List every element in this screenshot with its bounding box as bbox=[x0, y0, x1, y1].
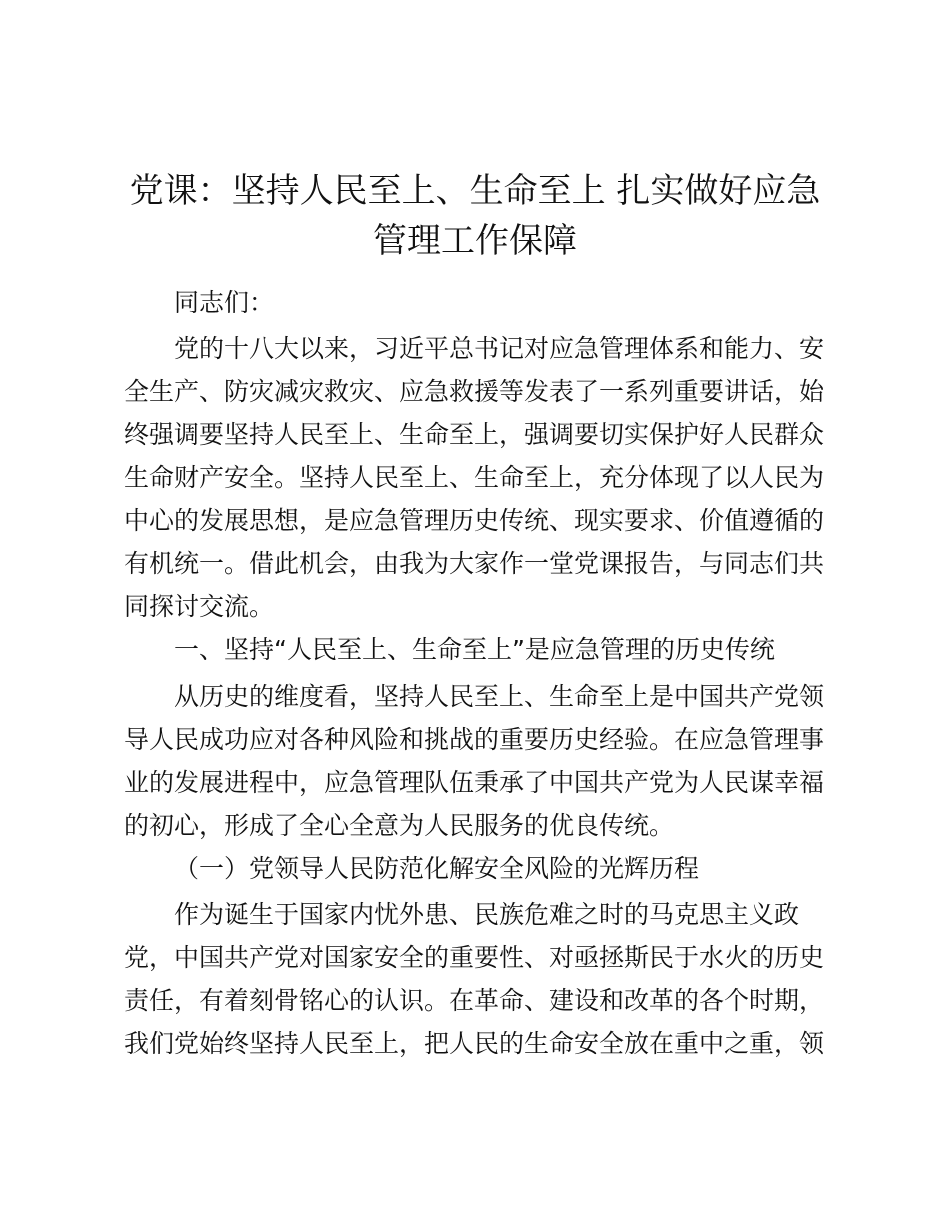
paragraph-line: 的初心，形成了全心全意为人民服务的优良传统。 bbox=[124, 811, 675, 840]
paragraph-line: 导人民成功应对各种风险和挑战的重要历史经验。在应急管理事 bbox=[124, 725, 825, 754]
paragraph-line: 终强调要坚持人民至上、生命至上，强调要切实保护好人民群众 bbox=[124, 420, 825, 449]
paragraph-line: 我们党始终坚持人民至上，把人民的生命安全放在重中之重，领 bbox=[124, 1029, 825, 1058]
paragraph-line: 同探讨交流。 bbox=[124, 592, 275, 621]
paragraph-line: 从历史的维度看，坚持人民至上、生命至上是中国共产党领 bbox=[174, 682, 825, 711]
paragraph-line: 业的发展进程中，应急管理队伍秉承了中国共产党为人民谋幸福 bbox=[124, 768, 825, 797]
subsection-heading: （一）党领导人民防范化解安全风险的光辉历程 bbox=[174, 854, 700, 883]
salutation: 同志们： bbox=[174, 288, 275, 317]
document-title-line-1: 党课：坚持人民至上、生命至上 扎实做好应急 bbox=[129, 171, 821, 211]
document-title-line-2: 管理工作保障 bbox=[373, 221, 577, 261]
paragraph-line: 中心的发展思想，是应急管理历史传统、现实要求、价值遵循的 bbox=[124, 506, 825, 535]
paragraph-line: 责任，有着刻骨铭心的认识。在革命、建设和改革的各个时期， bbox=[124, 986, 825, 1015]
paragraph-line: 党，中国共产党对国家安全的重要性、对亟拯斯民于水火的历史 bbox=[124, 943, 825, 972]
paragraph-line: 有机统一。借此机会，由我为大家作一堂党课报告，与同志们共 bbox=[124, 549, 825, 578]
paragraph-line: 全生产、防灾减灾救灾、应急救援等发表了一系列重要讲话，始 bbox=[124, 377, 825, 406]
paragraph-line: 作为诞生于国家内忧外患、民族危难之时的马克思主义政 bbox=[174, 900, 800, 929]
paragraph-line: 生命财产安全。坚持人民至上、生命至上，充分体现了以人民为 bbox=[124, 463, 825, 492]
paragraph-line: 党的十八大以来，习近平总书记对应急管理体系和能力、安 bbox=[174, 334, 825, 363]
section-heading: 一、坚持“人民至上、生命至上”是应急管理的历史传统 bbox=[174, 635, 775, 664]
